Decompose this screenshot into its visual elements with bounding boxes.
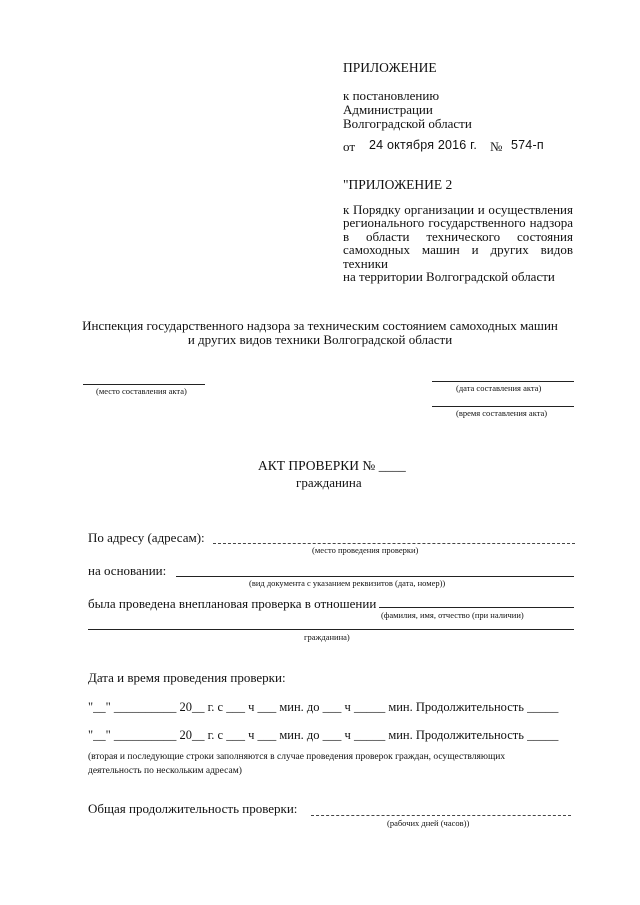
inspection-line-1: Инспекция государственного надзора за техническим состоянием самоходных машин xyxy=(82,318,558,333)
place-line xyxy=(83,384,205,385)
note-line-1: (вторая и последующие строки заполняются в случае проведения проверок граждан, осуществляющих xyxy=(88,752,506,762)
address-label: По адресу (адресам): xyxy=(88,530,205,545)
act-number-blank: ____ xyxy=(378,458,406,473)
datetime-label: Дата и время проведения проверки: xyxy=(88,670,286,685)
appendix2-line: к Порядку организации и осуществления xyxy=(343,202,573,217)
fio-caption: (фамилия, имя, отчество (при наличии) xyxy=(381,610,524,620)
basis-line xyxy=(176,576,574,577)
appendix-date-prefix: от xyxy=(343,139,356,154)
address-caption: (место проведения проверки) xyxy=(312,545,419,555)
appendix2-line: на территории Волгоградской области xyxy=(343,269,555,285)
appendix-to-line: Волгоградской области xyxy=(343,116,472,131)
check-label: была проведена внеплановая проверка в отношении xyxy=(88,596,377,611)
appendix2-line: самоходных машин и других видов техники xyxy=(343,242,573,271)
basis-caption: (вид документа с указанием реквизитов (дата, номер)) xyxy=(249,578,446,588)
date-caption: (дата составления акта) xyxy=(456,383,542,393)
appendix2-line: регионального государственного надзора xyxy=(343,215,573,231)
appendix2-line: в области технического состояния xyxy=(343,228,573,244)
datetime-row-1: "__" __________ 20__ г. с ___ ч ___ мин. до ___ ч _____ мин. Продолжительность _____ xyxy=(88,700,559,714)
appendix2-title: "ПРИЛОЖЕНИЕ 2 xyxy=(343,177,453,192)
fio-line xyxy=(379,607,574,608)
total-line xyxy=(311,815,571,816)
appendix-to-line: к постановлению xyxy=(343,88,440,103)
total-label: Общая продолжительность проверки: xyxy=(88,801,298,816)
appendix-number-prefix: № xyxy=(490,139,503,154)
date-line xyxy=(432,381,574,382)
citizen-caption: гражданина) xyxy=(304,632,350,642)
appendix2-lines xyxy=(343,203,573,283)
inspection-line-2: и других видов техники Волгоградской области xyxy=(187,332,453,347)
act-subtitle: гражданина xyxy=(296,475,362,490)
time-line xyxy=(432,406,574,407)
act-title-text: АКТ ПРОВЕРКИ № xyxy=(258,458,376,473)
appendix-to xyxy=(343,89,472,131)
appendix-number-value: 574-п xyxy=(511,138,544,152)
appendix-date-value: 24 октября 2016 г. xyxy=(369,138,478,152)
act-title xyxy=(258,458,406,474)
place-caption: (место составления акта) xyxy=(96,386,187,396)
appendix-to-line: Администрации xyxy=(343,102,433,117)
citizen-line xyxy=(88,629,574,630)
basis-label: на основании: xyxy=(88,563,167,578)
address-line xyxy=(213,543,575,544)
time-caption: (время составления акта) xyxy=(456,408,548,418)
total-caption: (рабочих дней (часов)) xyxy=(387,818,470,828)
datetime-row-2: "__" __________ 20__ г. с ___ ч ___ мин. до ___ ч _____ мин. Продолжительность _____ xyxy=(88,728,559,742)
note-line-2: деятельность по нескольким адресам) xyxy=(88,766,242,776)
appendix-title: ПРИЛОЖЕНИЕ xyxy=(343,60,437,75)
